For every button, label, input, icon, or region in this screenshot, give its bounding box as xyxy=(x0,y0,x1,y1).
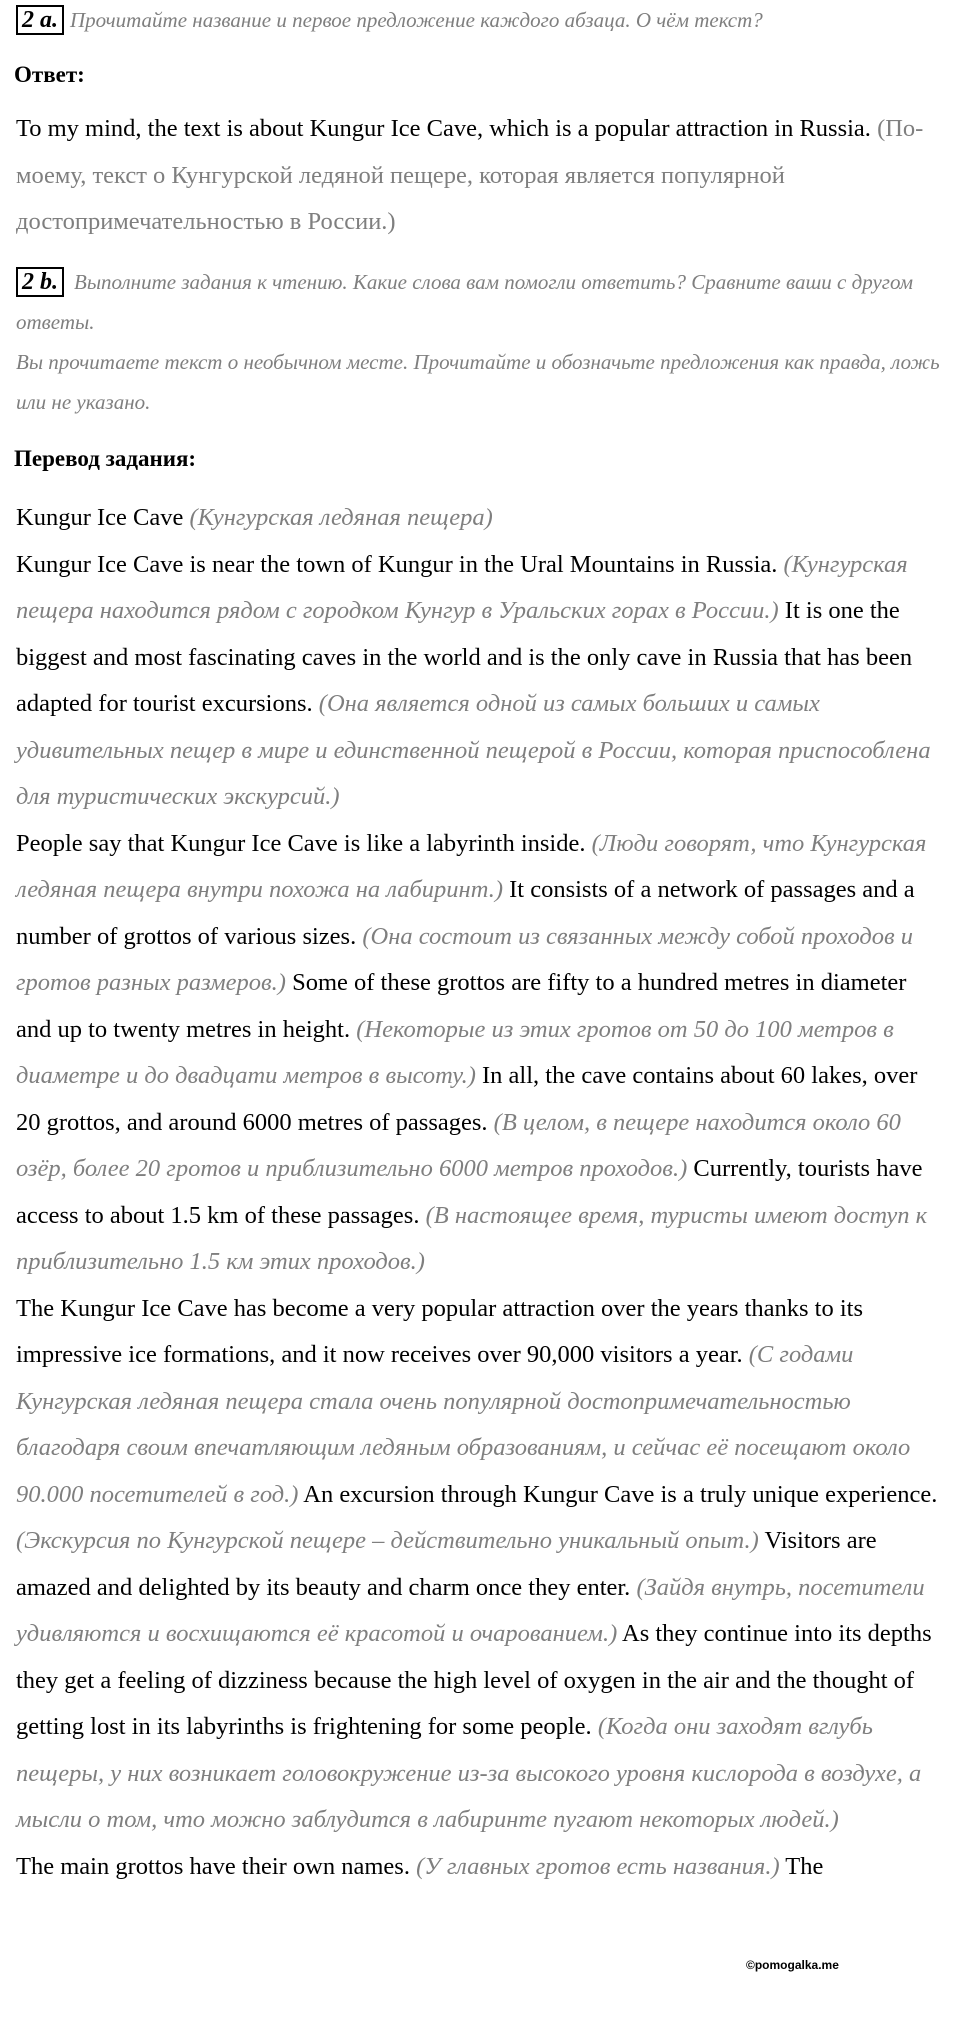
text-title xyxy=(16,495,946,542)
paragraph-1 xyxy=(16,542,946,821)
sentence-en: Visitors are amazed and delighted by its beauty and charm once they enter. xyxy=(16,1527,877,1601)
sentence-en: As they continue into its depths they get a feeling of dizziness because the high level of oxygen in the air and the thought of getting lost in its labyrinths is frightening for some people. xyxy=(16,1620,932,1740)
task-2b-instruction: Выполните задания к чтению. Какие слова вам помогли ответить? Сравните ваши с другом ответы. xyxy=(16,270,914,334)
sentence-ru: (Кунгурская пещера находится рядом с городком Кунгур в Уральских горах в России.) xyxy=(16,550,908,624)
sentence-ru: (Она состоит из связанных между собой проходов и гротов разных размеров.) xyxy=(16,922,914,996)
paragraph-3 xyxy=(16,1286,946,1844)
sentence-ru: (С годами Кунгурская ледяная пещера стала очень популярной достопримечательностью благодаря своим впечатляющим ледяным образованиям, и сейчас её посещают около 90.000 посетителей в год.) xyxy=(16,1341,911,1508)
sentence-en: In all, the cave contains about 60 lakes, over 20 grottos, and around 6000 metres of passages. xyxy=(16,1062,918,1136)
paragraph-2 xyxy=(16,821,946,1286)
sentence-en: The Kungur Ice Cave has become a very popular attraction over the years thanks to its impressive ice formations, and it now receives over 90,000 visitors a year. xyxy=(16,1294,863,1368)
translation-label: Перевод задания: xyxy=(14,446,197,471)
sentence-en: Currently, tourists have access to about 1.5 km of these passages. xyxy=(16,1155,923,1229)
sentence-ru: (Экскурсия по Кунгурской пещере – действительно уникальный опыт.) xyxy=(16,1527,759,1554)
sentence-en: It is one the biggest and most fascinating caves in the world and is the only cave in Russia that has been adapted for tourist excursions. xyxy=(16,597,913,717)
sentence-ru: (В целом, в пещере находится около 60 озёр, более 20 гротов и приблизительно 6000 метров проходов.) xyxy=(16,1108,901,1182)
answer-text-en: To my mind, the text is about Kungur Ice Cave, which is a popular attraction in Russia. xyxy=(16,115,871,142)
sentence-ru: (Некоторые из этих гротов от 50 до 100 метров в диаметре и до двадцати метров в высоту.) xyxy=(16,1015,894,1089)
sentence-en-tail: The xyxy=(785,1852,824,1880)
sentence-en: Kungur Ice Cave is near the town of Kungur in the Ural Mountains in Russia. xyxy=(16,550,778,578)
answer-label: Ответ: xyxy=(14,62,85,87)
watermark: ©pomogalka.me xyxy=(746,1958,839,1972)
title-en: Kungur Ice Cave xyxy=(16,504,184,531)
sentence-ru: (Когда они заходят вглубь пещеры, у них возникает головокружение из-за высокого уровня кислорода в воздухе, а мысли о том, что можно заблудится в лабиринте пугают некоторых людей.) xyxy=(16,1713,922,1833)
title-ru: (Кунгурская ледяная пещера) xyxy=(189,504,493,531)
task-2a-instruction: Прочитайте название и первое предложение каждого абзаца. О чём текст? xyxy=(70,8,763,32)
paragraph-4 xyxy=(16,1844,946,1891)
sentence-ru: (Люди говорят, что Кунгурская ледяная пещера внутри похожа на лабиринт.) xyxy=(16,829,927,903)
task-2a-badge: 2 a. xyxy=(16,5,64,35)
task-2b-instruction-2: Вы прочитаете текст о необычном месте. Прочитайте и обозначьте предложения как правда, ложь или не указано. xyxy=(16,350,940,414)
sentence-en: Some of these grottos are fifty to a hundred metres in diameter and up to twenty metres in height. xyxy=(16,969,907,1043)
sentence-ru: (Она является одной из самых больших и самых удивительных пещер в мире и единственной пещерой в России, которая приспособлена для туристических экскурсий.) xyxy=(16,690,931,810)
sentence-ru: (У главных гротов есть названия.) xyxy=(416,1852,780,1880)
sentence-ru: (В настоящее время, туристы имеют доступ к приблизительно 1.5 км этих проходов.) xyxy=(16,1201,928,1275)
task-2b-block xyxy=(16,262,946,422)
translation-text xyxy=(16,495,946,1890)
sentence-en: An excursion through Kungur Cave is a truly unique experience. xyxy=(303,1480,938,1508)
answer-paragraph xyxy=(16,106,946,246)
sentence-en: It consists of a network of passages and a number of grottos of various sizes. xyxy=(16,876,915,950)
sentence-en: People say that Kungur Ice Cave is like a labyrinth inside. xyxy=(16,829,586,857)
answer-text-ru: (По-моему, текст о Кунгурской ледяной пещере, которая является популярной достопримечательностью в России.) xyxy=(16,115,924,235)
task-2b-badge: 2 b. xyxy=(16,267,64,297)
task-2a-header xyxy=(16,0,763,40)
sentence-en: The main grottos have their own names. xyxy=(16,1852,410,1880)
sentence-ru: (Зайдя внутрь, посетители удивляются и восхищаются её красотой и очарованием.) xyxy=(16,1573,925,1647)
